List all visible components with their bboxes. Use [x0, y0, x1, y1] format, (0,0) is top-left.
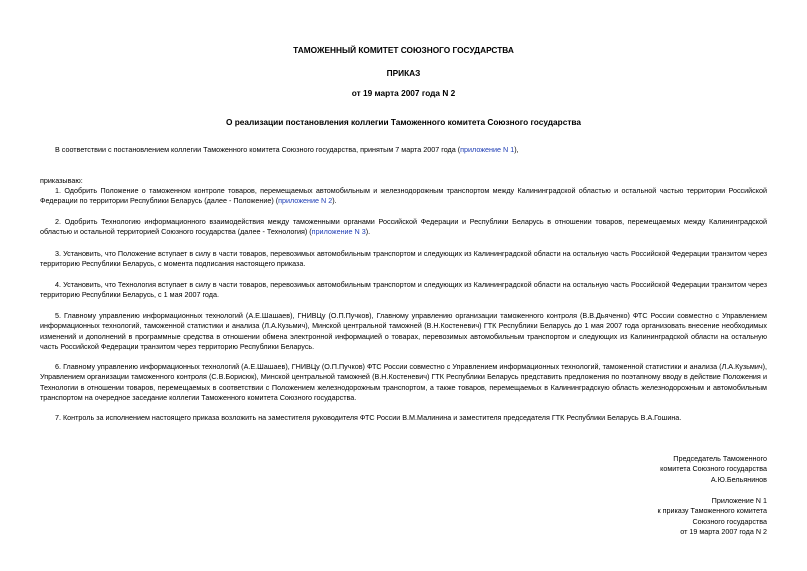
intro-text: В соответствии с постановлением коллегии Таможенного комитета Союзного государства, принятым 7 марта 2007 года ( — [55, 145, 461, 154]
intro-paragraph — [40, 145, 767, 155]
order-word: приказываю: — [40, 176, 83, 185]
item-4: 4. Установить, что Технология вступает в силу в части товаров, перевозимых автомобильным транспортом и следующих из Калининградской области на остальную часть Российской Федерации транзитом через территорию Республики Беларусь, с 1 мая 2007 года. — [40, 280, 767, 300]
appendix-block — [657, 496, 767, 538]
signature-name: А.Ю.Бельянинов — [710, 474, 767, 484]
appendix-line-1: Приложение N 1 — [711, 496, 767, 505]
item-1 — [40, 186, 767, 207]
appendix-2-link[interactable]: приложение N 2 — [278, 196, 333, 206]
item-6: 6. Главному управлению информационных технологий (А.Е.Шашаев), ГНИВЦу (О.П.Пучков) ФТС России совместно с Управлением информационных технологий, таможенной статистики и анализа (Л.А.Кузьмич), Управлением организации таможенного контроля (С.В.Борисюк), Минской центральной таможней (В.Н.Костеневич) ГТК Республики Беларусь представить предложения по поэтапному вводу в действие Положения и Технологии в отношении товаров, перемещаемых в соответствии с Положением железнодорожным транспортом, а также товаров, перемещаемых в Калининградскую область железнодорожным и автомобильным транспортом на очередное заседание коллегии Таможенного комитета Союзного государства. — [40, 362, 767, 403]
item-5: 5. Главному управлению информационных технологий (А.Е.Шашаев), ГНИВЦу (О.П.Пучков), Главному управлению организации таможенного контроля (В.В.Дьяченко) ФТС России совместно с Управлением информационных технологий, таможенной статистики и анализа (Л.А.Кузьмич), Минской центральной таможней (В.Н.Костеневич) ГТК Республики Беларусь до 1 мая 2007 года организовать внесение необходимых изменений и дополнений в программные средства в отношении обмена электронной информацией о товарах, перевозимых автомобильным транспортом и следующих из Калининградской области на остальную часть Российской Федерации транзитом через территорию Республики Беларусь. — [40, 311, 767, 352]
item-1-end: ). — [332, 196, 337, 206]
appendix-3-link[interactable]: приложение N 3 — [311, 227, 366, 237]
item-2-end: ). — [365, 227, 371, 237]
organization-heading: ТАМОЖЕННЫЙ КОМИТЕТ СОЮЗНОГО ГОСУДАРСТВА — [293, 45, 514, 55]
item-7: 7. Контроль за исполнением настоящего приказа возложить на заместителя руководителя ФТС России В.М.Малинина и заместителя председателя ГТК Республики Беларусь В.А.Гошина. — [55, 413, 682, 422]
signature-line-2: комитета Союзного государства — [660, 464, 767, 474]
item-3: 3. Установить, что Положение вступает в силу в части товаров, перевозимых автомобильным транспортом и следующих из Калининградской области на остальную часть Российской Федерации транзитом через территорию Республики Беларусь, с момента подписания настоящего приказа. — [40, 249, 767, 269]
signature-block — [660, 454, 767, 485]
appendix-line-4: от 19 марта 2007 года N 2 — [680, 527, 767, 537]
signature-line-1: Председатель Таможенного — [673, 454, 767, 463]
document-date-heading: от 19 марта 2007 года N 2 — [351, 88, 456, 98]
appendix-line-3: Союзного государства — [692, 516, 767, 526]
document-type-heading: ПРИКАЗ — [386, 68, 421, 78]
appendix-line-2: к приказу Таможенного комитета — [657, 506, 767, 516]
appendix-1-link[interactable]: приложение N 1 — [460, 145, 515, 154]
document-title: О реализации постановления коллегии Таможенного комитета Союзного государства — [225, 117, 582, 127]
item-2-text: 2. Одобрить Технологию информационного взаимодействия между таможенными органами Российской Федерации и Республики Беларусь в отношении товаров, перемещаемых между Калининградской областью и остальной территорией Союзного государства (далее - Технология) ( — [40, 217, 767, 237]
item-2 — [40, 217, 767, 238]
item-1-text: 1. Одобрить Положение о таможенном контроле товаров, перемещаемых автомобильным и железнодорожным транспортом между Калининградской областью и остальной частью территории Российской Федерации по территории Республики Беларусь (далее - Положение) ( — [40, 186, 767, 206]
intro-end: ), — [514, 145, 519, 154]
